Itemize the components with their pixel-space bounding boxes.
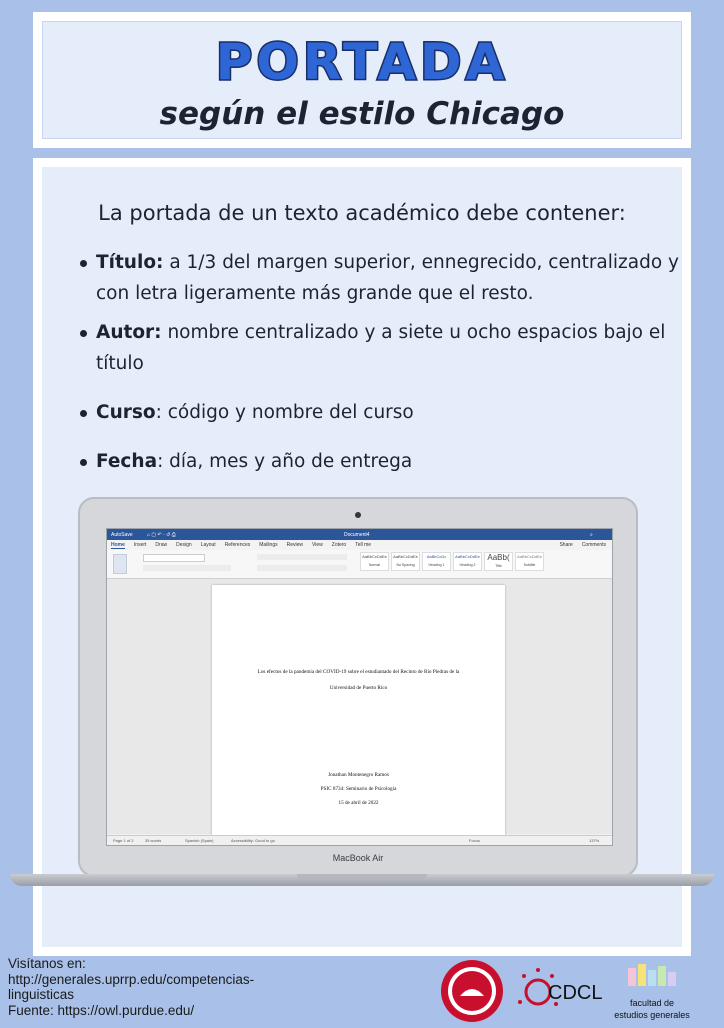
tab-view[interactable]: View (312, 542, 323, 548)
requirements-list (80, 247, 680, 485)
status-bar (107, 835, 612, 845)
laptop-illustration (78, 497, 638, 877)
word-titlebar (107, 529, 612, 540)
footer-text (8, 956, 338, 1018)
comments-button[interactable]: Comments (581, 542, 606, 548)
styles-gallery (360, 552, 544, 571)
font-selector[interactable] (143, 554, 205, 562)
list-item-autor (80, 317, 680, 379)
feg-logo-line2: estudios generales (614, 1010, 690, 1020)
zoom-level: 137% (589, 838, 600, 843)
tab-draw[interactable]: Draw (155, 542, 168, 548)
feg-logo (614, 964, 690, 1020)
header-card (33, 12, 691, 148)
document-area (107, 579, 612, 834)
status-page: Page 1 of 2 (113, 838, 134, 843)
style-subtitle[interactable]: AaBbCcDdEe Subtitle (515, 552, 544, 571)
logos (438, 958, 724, 1024)
focus-button[interactable]: Focus (469, 838, 480, 843)
term-fecha: Fecha (96, 451, 158, 472)
format-buttons[interactable] (143, 565, 231, 571)
laptop-notch (297, 874, 427, 880)
term-titulo: Título: (96, 252, 164, 273)
paste-icon[interactable] (113, 554, 127, 574)
footer-link-line1[interactable]: http://generales.uprrp.edu/competencias- (8, 971, 255, 987)
style-title[interactable]: AaBb( Title (484, 552, 513, 571)
term-curso: Curso (96, 402, 156, 423)
doc-info (212, 768, 505, 810)
document-name: Document4 (344, 532, 370, 538)
doc-date: 15 de abril de 2022 (338, 800, 379, 806)
status-words: 35 words (145, 838, 162, 843)
doc-title (212, 664, 505, 696)
page-subtitle: según el estilo Chicago (159, 96, 565, 132)
status-language: Spanish (Spain) (185, 838, 214, 843)
term-autor: Autor: (96, 322, 162, 343)
upr-seal-logo (441, 960, 503, 1022)
search-icon: ⌕ (590, 532, 593, 538)
doc-title-line1: Los efectos de la pandemia del COVID-19 sobre el estudiantado del Recinto de Río Piedras de la (257, 669, 460, 675)
document-page[interactable] (212, 585, 505, 841)
desc-curso: : código y nombre del curso (155, 402, 414, 423)
footer-visit-label: Visítanos en: (8, 956, 86, 971)
tab-layout[interactable]: Layout (200, 542, 216, 548)
word-ribbon (107, 550, 612, 579)
cdcl-logo-text: CDCL (548, 982, 603, 1004)
header-inner (42, 21, 682, 139)
feg-logo-line1: facultad de (629, 998, 675, 1008)
intro-text: La portada de un texto académico debe contener: (98, 201, 626, 225)
tab-review[interactable]: Review (286, 542, 304, 548)
camera-icon (355, 512, 361, 518)
tab-insert[interactable]: Insert (133, 542, 147, 548)
doc-course: PSIC 8734: Seminario de Psicología (320, 786, 397, 792)
word-menu (107, 540, 612, 550)
style-heading-1[interactable]: AaBbCcDc Heading 1 (422, 552, 451, 571)
doc-title-line2: Universidad de Puerto Rico (329, 685, 388, 691)
logos-svg (438, 958, 724, 1024)
list-item-fecha (80, 446, 680, 477)
share-button[interactable]: Share (559, 542, 573, 548)
status-accessibility: Accessibility: Good to go (231, 838, 275, 843)
page-title: PORTADA (215, 33, 509, 91)
home-icon: ⌂ ▢ ↶ · ↺ ⎙ (147, 532, 176, 538)
autosave-label: AutoSave (111, 532, 133, 538)
desc-autor: nombre centralizado y a siete u ocho espacios bajo el título (96, 322, 666, 374)
paragraph-buttons[interactable] (257, 554, 347, 560)
style-normal[interactable]: AaBbCcDdEe Normal (360, 552, 389, 571)
tab-design[interactable]: Design (176, 542, 192, 548)
list-item-titulo (80, 247, 680, 309)
laptop-brand-label: MacBook Air (332, 853, 384, 863)
tab-tell-me[interactable]: Tell me (355, 542, 372, 548)
alignment-buttons[interactable] (257, 565, 347, 571)
doc-author: Jonathan Montenegro Ramos (328, 772, 389, 778)
tab-references[interactable]: References (224, 542, 251, 548)
desc-fecha: : día, mes y año de entrega (157, 451, 413, 472)
tab-mailings[interactable]: Mailings (259, 542, 278, 548)
list-item-curso (80, 397, 680, 428)
desc-titulo: a 1/3 del margen superior, ennegrecido, centralizado y con letra ligeramente más grande que el resto. (96, 252, 679, 304)
tab-home[interactable]: Home (111, 541, 125, 548)
style-no-spacing[interactable]: AaBbCcDdEe No Spacing (391, 552, 420, 571)
style-heading-2[interactable]: AaBbCcDdEe Heading 2 (453, 552, 482, 571)
footer-source[interactable]: Fuente: https://owl.purdue.edu/ (8, 1002, 195, 1018)
tab-zotero[interactable]: Zotero (331, 542, 347, 548)
footer-link-line2[interactable]: linguisticas (8, 987, 75, 1002)
laptop-screen (106, 528, 613, 846)
cdcl-logo (518, 968, 602, 1006)
